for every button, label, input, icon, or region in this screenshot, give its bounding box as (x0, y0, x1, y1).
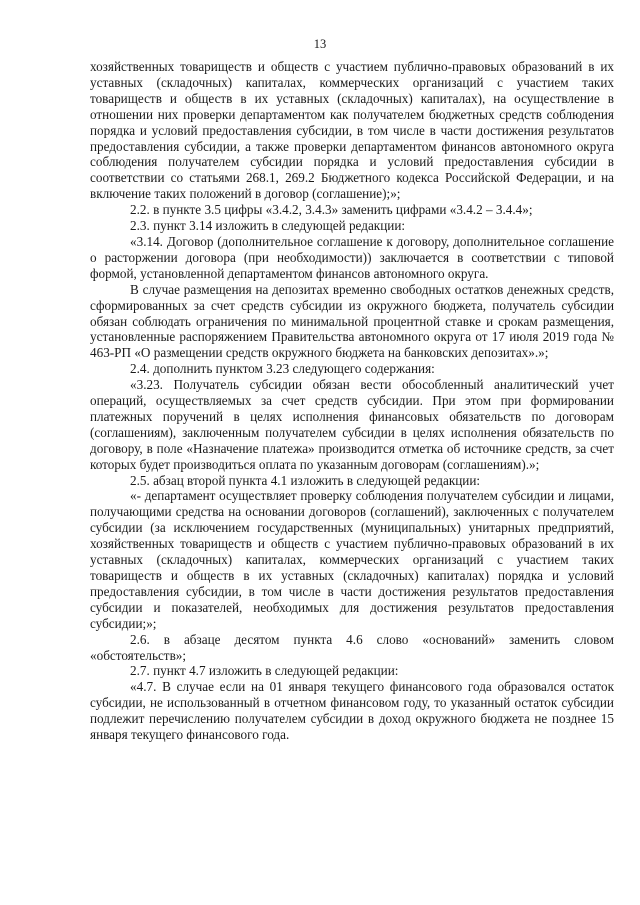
paragraph-3-23: «3.23. Получатель субсидии обязан вести обособленный аналитический учет операций, осуществляемых за счет средств субсидии. При этом при формировании платежных поручений в целях исполнения финансовых обязательств по договорам (соглашениям), заключенным получателем субсидии в целях исполнения обязательств по договору, в поле «Назначение платежа» производится отметка об источнике средств, за счет которых будет производиться оплата по указанным договорам (соглашениям).»; (90, 377, 614, 472)
paragraph-3-14: «3.14. Договор (дополнительное соглашение к договору, дополнительное соглашение о расторжении договора (при необходимости)) заключается в соответствии с типовой формой, установленной департаментом финансов автономного округа. (90, 233, 614, 281)
paragraph-4-1-quote: «- департамент осуществляет проверку соблюдения получателем субсидии и лицами, получающими средства на основании договоров (соглашений), заключенных с получателем субсидии (за исключением государственных (муниципальных) унитарных предприятий, хозяйственных товариществ и обществ с участием публично-правовых образований в их уставных (складочных) капиталах, коммерческих организаций с участием таких товариществ и обществ в их уставных (складочных) капиталах) порядка и условий предоставления субсидии, в том числе в части достижения результатов предоставления субсидии и показателей, необходимых для достижения результатов предоставления субсидии;»; (90, 488, 614, 631)
paragraph-2-2: 2.2. в пункте 3.5 цифры «3.4.2, 3.4.3» заменить цифрами «3.4.2 – 3.4.4»; (130, 202, 533, 218)
paragraph-2-3: 2.3. пункт 3.14 изложить в следующей редакции: (130, 218, 406, 234)
paragraph-4-7: «4.7. В случае если на 01 января текущего финансового года образовался остаток субсидии, не использованный в отчетном финансовом году, то указанный остаток субсидии подлежит перечислению получателем субсидии в доход окружного бюджета не позднее 15 января текущего финансового года. (90, 679, 614, 743)
paragraph-continuation: хозяйственных товариществ и обществ с участием публично-правовых образований в их уставных (складочных) капиталах, коммерческих организаций с участием таких товариществ и обществ в их уставных (складочных) капиталах), на осуществление в отношении них проверки департаментом как получателем бюджетных средств соблюдения порядка и условий предоставления субсидии, в том числе в части достижения результатов предоставления субсидии, а также проверки департаментом финансов автономного округа соблюдения получателем субсидии порядка и условий предоставления субсидии в соответствии со статьями 268.1, 269.2 Бюджетного кодекса Российской Федерации, и на включение таких положений в договор (соглашение);»; (90, 59, 614, 202)
paragraph-2-4: 2.4. дополнить пунктом 3.23 следующего содержания: (130, 361, 435, 377)
page-number: 13 (313, 37, 327, 51)
paragraph-deposits: В случае размещения на депозитах временно свободных остатков денежных средств, сформированных за счет средств субсидии из окружного бюджета, получатель субсидии обязан соблюдать ограничения по минимальной процентной ставке и срокам размещения, установленные распоряжением Правительства автономного округа от 17 июля 2019 года № 463-РП «О размещении средств окружного бюджета на банковских депозитах».»; (90, 281, 614, 361)
paragraph-2-7: 2.7. пункт 4.7 изложить в следующей редакции: (130, 663, 399, 679)
document-body (90, 59, 614, 743)
paragraph-2-6: 2.6. в абзаце десятом пункта 4.6 слово «оснований» заменить словом «обстоятельств»; (90, 631, 614, 663)
paragraph-2-5: 2.5. абзац второй пункта 4.1 изложить в следующей редакции: (130, 472, 481, 488)
